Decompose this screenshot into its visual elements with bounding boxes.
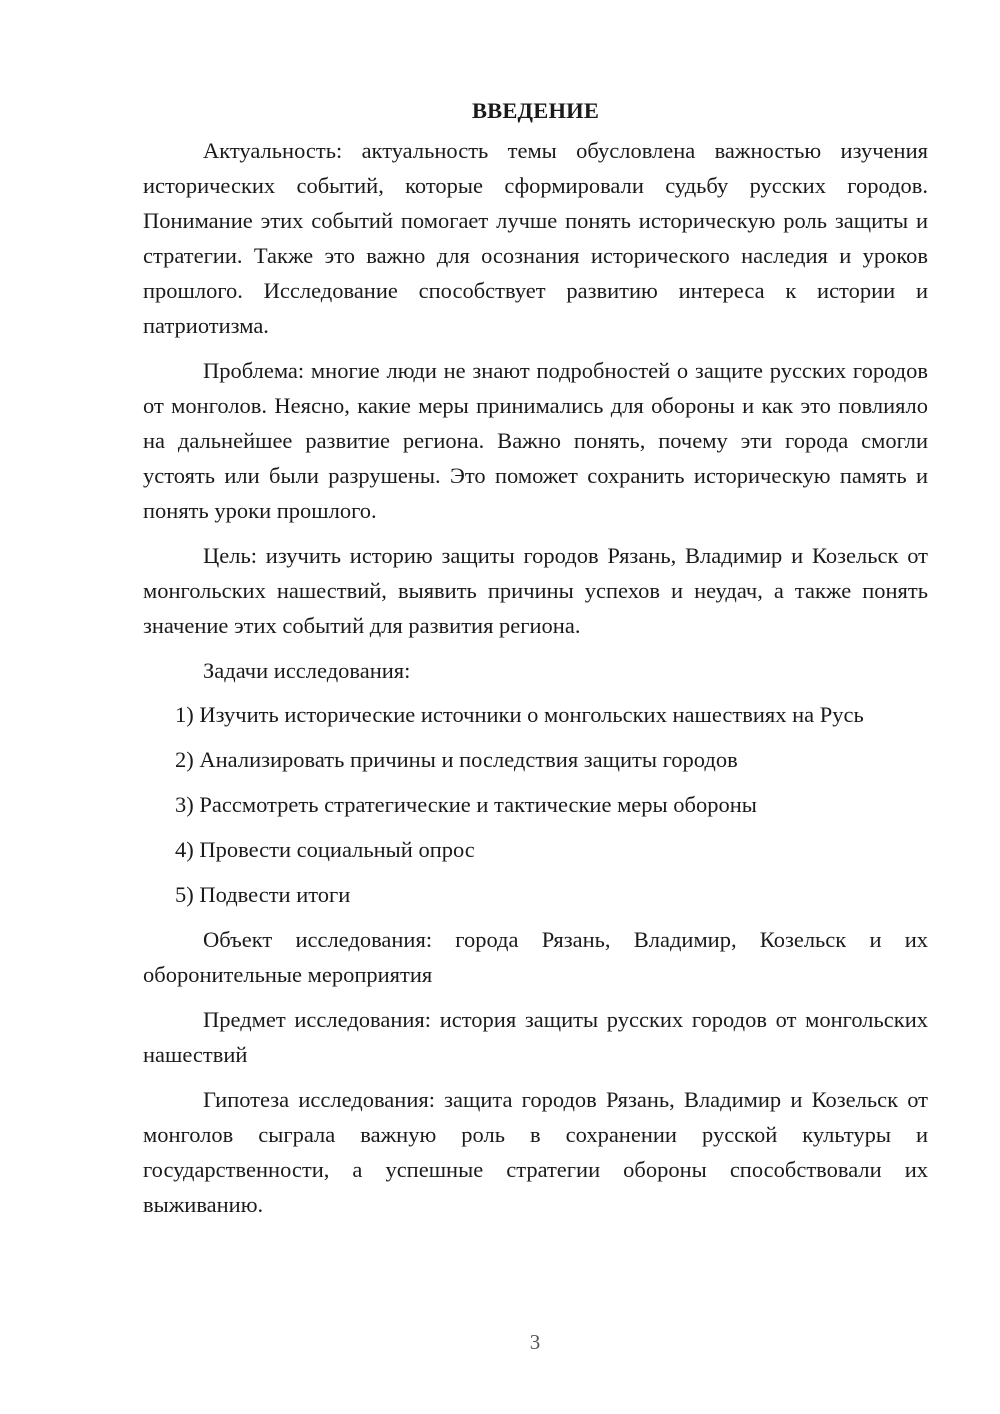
task-item: 3) Рассмотреть стратегические и тактические меры обороны (175, 792, 757, 817)
hypothesis-paragraph: Гипотеза исследования: защита городов Рязань, Владимир и Козельск от монголов сыграла важную роль в сохранении русской культуры и государственности, а успешные стратегии обороны способствовали их выживанию. (143, 1087, 928, 1217)
object-paragraph: Объект исследования: города Рязань, Владимир, Козельск и их оборонительные мероприятия (143, 927, 928, 987)
tasks-title: Задачи исследования: (203, 658, 411, 683)
problem-paragraph: Проблема: многие люди не знают подробностей о защите русских городов от монголов. Неясно, какие меры принимались для обороны и как это повлияло на дальнейшее развитие региона. Важно понять, почему эти города смогли устоять или были разрушены. Это поможет сохранить историческую память и понять уроки прошлого. (143, 358, 928, 523)
task-item: 5) Подвести итоги (175, 882, 351, 907)
section-heading: ВВЕДЕНИЕ (471, 98, 600, 123)
task-item: 4) Провести социальный опрос (175, 837, 475, 862)
task-item: 1) Изучить исторические источники о монгольских нашествиях на Русь (175, 702, 864, 727)
page-content (143, 96, 928, 1232)
task-item: 2) Анализировать причины и последствия защиты городов (175, 747, 738, 772)
page-number: 3 (529, 1330, 541, 1354)
goal-paragraph: Цель: изучить историю защиты городов Рязань, Владимир и Козельск от монгольских нашествий, выявить причины успехов и неудач, а также понять значение этих событий для развития региона. (143, 543, 928, 638)
subject-paragraph: Предмет исследования: история защиты русских городов от монгольских нашествий (143, 1007, 928, 1067)
relevance-paragraph: Актуальность: актуальность темы обусловлена важностью изучения исторических событий, которые сформировали судьбу русских городов. Понимание этих событий помогает лучше понять историческую роль защиты и стратегии. Также это важно для осознания исторического наследия и уроков прошлого. Исследование способствует развитию интереса к истории и патриотизма. (143, 138, 928, 338)
